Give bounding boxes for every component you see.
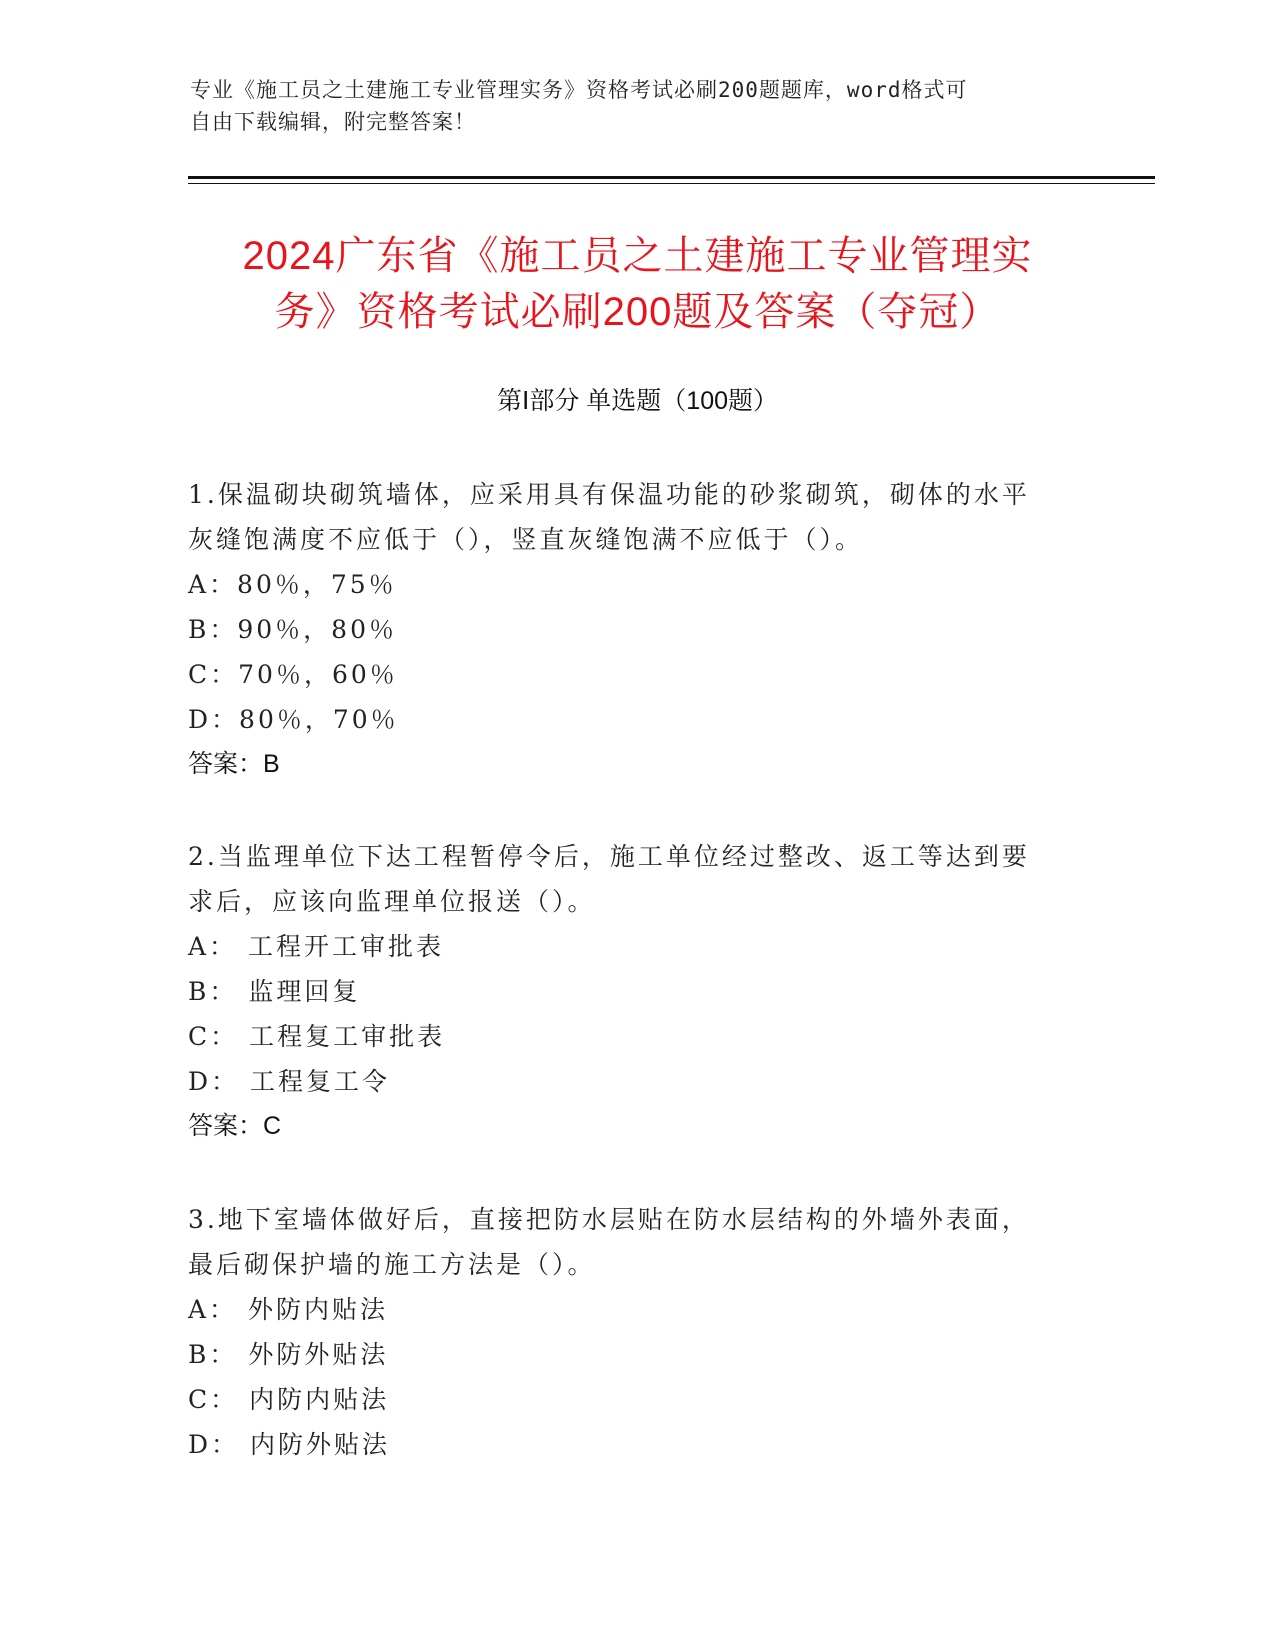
option-b: B：90％，80％ — [188, 615, 397, 644]
document-title-line-1: 2024广东省《施工员之土建施工专业管理实 — [242, 234, 1033, 278]
question-1 — [188, 472, 1068, 787]
answer-line: 答案：B — [188, 750, 280, 778]
option-a: A：80％，75％ — [188, 570, 397, 599]
header-note-line-1: 专业《施工员之土建施工专业管理实务》资格考试必刷200题题库，word格式可 — [190, 78, 968, 102]
section-heading: 第Ⅰ部分 单选题（100题） — [496, 387, 779, 415]
option-c: C： 内防内贴法 — [188, 1385, 390, 1414]
option-a: A： 工程开工审批表 — [188, 932, 445, 961]
question-stem-line: 灰缝饱满度不应低于（），竖直灰缝饱满不应低于（）。 — [188, 525, 864, 554]
header-divider-thin — [188, 183, 1155, 184]
question-stem-line: 2.当监理单位下达工程暂停令后，施工单位经过整改、返工等达到要 — [188, 842, 1030, 871]
option-a: A： 外防内贴法 — [188, 1295, 389, 1324]
document-title — [175, 228, 1100, 340]
document-title-line-2: 务》资格考试必刷200题及答案（夺冠） — [274, 290, 1001, 334]
option-c: C：70％，60％ — [188, 660, 398, 689]
option-b: B： 外防外贴法 — [188, 1340, 389, 1369]
answer-line: 答案：C — [188, 1112, 282, 1140]
question-3 — [188, 1197, 1068, 1467]
option-c: C： 工程复工审批表 — [188, 1022, 446, 1051]
header-note-line-2: 自由下载编辑，附完整答案！ — [190, 110, 476, 134]
option-d: D： 工程复工令 — [188, 1067, 390, 1096]
header-divider-thick — [188, 176, 1155, 179]
question-stem-line: 1.保温砌块砌筑墙体，应采用具有保温功能的砂浆砌筑，砌体的水平 — [188, 480, 1030, 509]
header-note — [190, 74, 1070, 138]
question-stem-line: 3.地下室墙体做好后，直接把防水层贴在防水层结构的外墙外表面， — [188, 1205, 1030, 1234]
option-b: B： 监理回复 — [188, 977, 361, 1006]
option-d: D：80％，70％ — [188, 705, 399, 734]
option-d: D： 内防外贴法 — [188, 1430, 390, 1459]
question-stem-line: 求后，应该向监理单位报送（）。 — [188, 887, 596, 916]
question-stem-line: 最后砌保护墙的施工方法是（）。 — [188, 1250, 596, 1279]
question-2 — [188, 834, 1068, 1149]
